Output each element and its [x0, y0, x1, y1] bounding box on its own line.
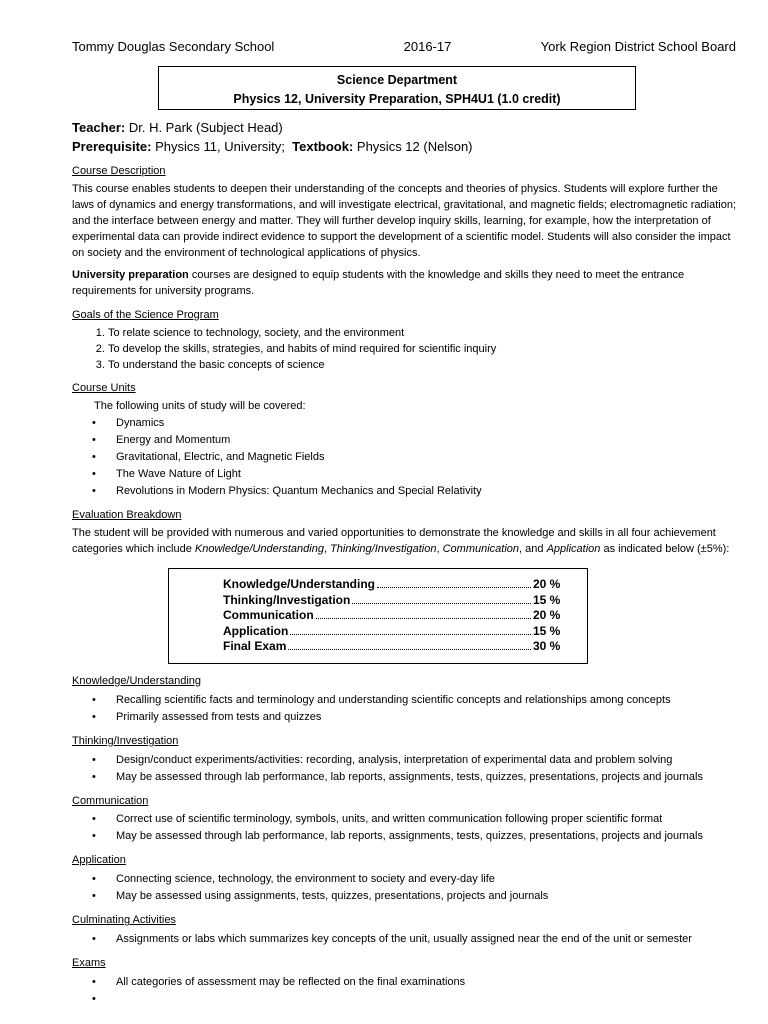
- evaluation-text-end: as indicated below (±5%):: [600, 543, 730, 556]
- evaluation-percent: 20 %: [533, 577, 561, 592]
- culminating-list: [72, 931, 736, 948]
- evaluation-category: Knowledge/Understanding: [223, 577, 376, 592]
- course-description-heading: Course Description: [72, 165, 166, 177]
- page-header: [72, 38, 736, 56]
- teacher-line: [72, 118, 736, 137]
- evaluation-category: Communication: [223, 608, 314, 623]
- evaluation-row: [223, 608, 569, 624]
- exams-list: [72, 974, 736, 1008]
- separator: , and: [519, 543, 547, 556]
- dot-leader: [352, 593, 531, 604]
- teacher-label: Teacher:: [72, 120, 126, 135]
- exams-heading: Exams: [72, 957, 106, 970]
- list-item: • Primarily assessed from tests and quizzes: [72, 709, 736, 726]
- list-item: 3. To understand the basic concepts of science: [108, 357, 736, 373]
- school-year: 2016-17: [403, 39, 452, 54]
- evaluation-row: [223, 577, 569, 593]
- school-board: York Region District School Board: [540, 39, 736, 54]
- university-prep-bold: University preparation: [72, 268, 189, 281]
- separator: ,: [323, 543, 331, 556]
- dot-leader: [316, 608, 531, 619]
- thinking-heading: Thinking/Investigation: [72, 734, 179, 747]
- category-knowledge: Knowledge/Understanding: [194, 543, 324, 556]
- list-item: • Correct use of scientific terminology, symbols, units, and written communication following proper scientific format: [72, 811, 736, 828]
- university-prep-text: [72, 268, 736, 300]
- thinking-list: [72, 752, 736, 786]
- teacher-value: Dr. H. Park (Subject Head): [125, 120, 283, 135]
- list-item: • May be assessed using assignments, tests, quizzes, presentations, projects and journals: [72, 888, 736, 905]
- list-item: • Design/conduct experiments/activities: recording, analysis, interpretation of experimental data and problem solving: [72, 752, 736, 769]
- culminating-heading: Culminating Activities: [72, 914, 176, 927]
- course-description-text: This course enables students to deepen their understanding of the concepts and theories of physics. Students will explore further the laws of dynamics and energy transformations, and will investigate electrical, gravitational, and magnetic fields; electromagnetic radiation; and the interface between energy and matter. They will further develop inquiry skills, learning, for example, how the interpretation of experimental data can provide indirect evidence to support the development of a scientific model. Students will also consider the impact on society and the environment of technological applications of physics.: [72, 182, 737, 259]
- dot-leader: [377, 577, 531, 588]
- knowledge-heading: Knowledge/Understanding: [72, 674, 202, 687]
- evaluation-category: Application: [223, 623, 289, 638]
- list-item: • Gravitational, Electric, and Magnetic Fields: [72, 449, 736, 466]
- evaluation-percent: 15 %: [533, 623, 561, 638]
- goals-list: [72, 325, 736, 373]
- list-item: • Dynamics: [72, 415, 736, 432]
- evaluation-category: Thinking/Investigation: [223, 592, 351, 607]
- list-item: • Connecting science, technology, the environment to society and every-day life: [72, 871, 736, 888]
- course-units-heading: Course Units: [72, 382, 136, 395]
- course-title: Physics 12, University Preparation, SPH4U1 (1.0 credit): [233, 92, 561, 106]
- application-list: [72, 871, 736, 905]
- category-thinking: Thinking/Investigation: [330, 543, 437, 556]
- course-title-box: [158, 66, 636, 110]
- list-item: • Assignments or labs which summarizes key concepts of the unit, usually assigned near the end of the unit or semester: [72, 931, 736, 948]
- list-item: • Energy and Momentum: [72, 432, 736, 449]
- list-item: • May be assessed through lab performance, lab reports, assignments, tests, quizzes, presentations, projects and journals: [72, 828, 736, 845]
- university-prep-rest: courses are designed to equip students with the knowledge and skills they need to meet the entrance requirements for university programs.: [72, 268, 685, 297]
- prerequisite-label: Prerequisite:: [72, 139, 152, 154]
- evaluation-text: [72, 526, 736, 558]
- separator: ,: [436, 543, 443, 556]
- list-item: • Recalling scientific facts and terminology and understanding scientific concepts and relationships among concepts: [72, 692, 736, 709]
- application-heading: Application: [72, 854, 126, 867]
- textbook-value: Physics 12 (Nelson): [353, 139, 473, 154]
- evaluation-percent: 20 %: [533, 608, 561, 623]
- evaluation-heading: Evaluation Breakdown: [72, 509, 182, 522]
- dot-leader: [290, 624, 531, 635]
- document-page: [72, 38, 736, 1008]
- list-item: • All categories of assessment may be reflected on the final examinations: [72, 974, 736, 991]
- evaluation-row: [223, 593, 569, 609]
- department-title: Science Department: [336, 73, 458, 87]
- list-item: 2. To develop the skills, strategies, and habits of mind required for scientific inquiry: [108, 341, 736, 357]
- evaluation-text-start: The student will be provided with numerous and varied opportunities to demonstrate the knowledge and skills in all four achievement categories which include: [72, 527, 716, 556]
- course-units-intro: The following units of study will be covered:: [94, 400, 306, 413]
- prerequisite-value: Physics 11, University;: [151, 139, 285, 154]
- evaluation-row: [223, 624, 569, 640]
- category-application: Application: [546, 543, 601, 556]
- category-communication: Communication: [442, 543, 520, 556]
- list-item: [72, 991, 736, 1008]
- list-item: 1. To relate science to technology, society, and the environment: [108, 325, 736, 341]
- evaluation-row: [223, 639, 569, 655]
- communication-heading: Communication: [72, 794, 149, 807]
- dot-leader: [288, 639, 531, 650]
- course-units-list: [72, 415, 736, 500]
- list-item: • May be assessed through lab performance, lab reports, assignments, tests, quizzes, presentations, projects and journals: [72, 769, 736, 786]
- prerequisite-line: [72, 137, 736, 156]
- communication-list: [72, 811, 736, 845]
- knowledge-list: [72, 692, 736, 726]
- evaluation-percent: 15 %: [533, 592, 561, 607]
- list-item: • The Wave Nature of Light: [72, 466, 736, 483]
- evaluation-percent: 30 %: [533, 639, 561, 654]
- evaluation-table: [168, 568, 588, 664]
- evaluation-category: Final Exam: [223, 639, 287, 654]
- list-item: • Revolutions in Modern Physics: Quantum Mechanics and Special Relativity: [72, 483, 736, 500]
- goals-heading: Goals of the Science Program: [72, 308, 219, 321]
- school-name: Tommy Douglas Secondary School: [72, 39, 275, 54]
- textbook-label: Textbook:: [292, 139, 354, 154]
